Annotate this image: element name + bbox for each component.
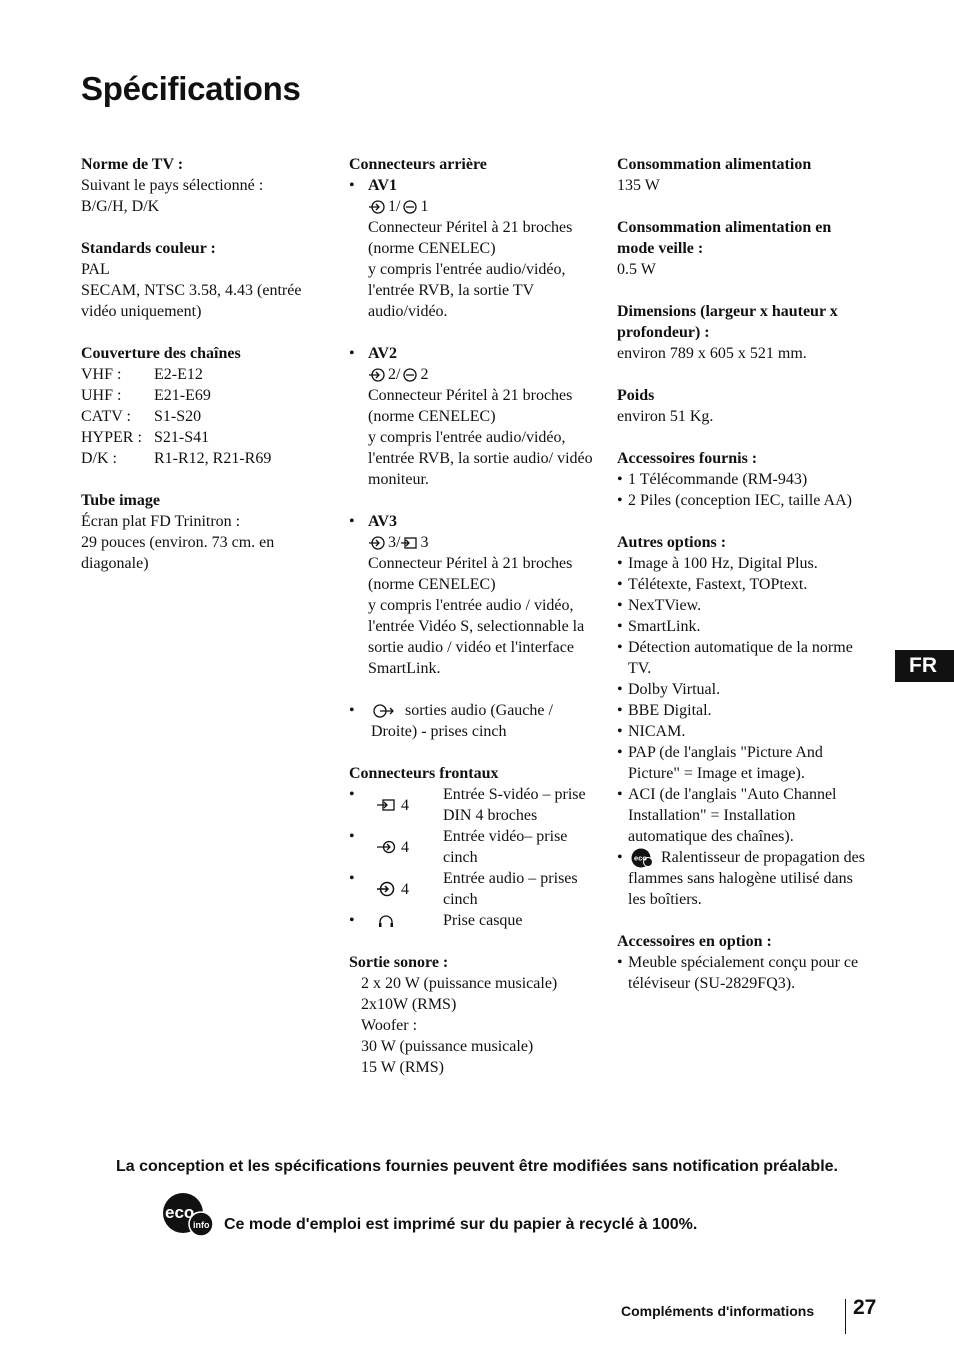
change-notice: La conception et les spécifications fournies peuvent être modifiées sans notification préalable. <box>116 1158 838 1175</box>
power-heading: Consommation alimentation <box>617 156 812 173</box>
color-standards-section <box>81 238 331 322</box>
scart-io-icon <box>400 367 420 383</box>
tv-norm-line: Suivant le pays sélectionné : <box>81 177 264 194</box>
av1-icons <box>368 196 599 217</box>
bullet: • <box>349 345 355 362</box>
bullet: • <box>349 786 355 803</box>
av3-icons <box>368 532 599 553</box>
scart-input-icon <box>368 535 388 551</box>
av3-num-b: 3 <box>420 534 429 551</box>
eco-logo-word: eco <box>165 1203 195 1222</box>
sound-output-section <box>349 952 599 1078</box>
band-label: UHF : <box>81 387 122 404</box>
list-item-text: Dolby Virtual. <box>628 681 721 698</box>
list-item <box>617 700 867 721</box>
list-item <box>617 952 867 994</box>
sound-output-line: Woofer : <box>361 1017 418 1034</box>
list-item <box>617 721 867 742</box>
av2-num-b: 2 <box>420 366 429 383</box>
power-section <box>617 154 867 196</box>
rear-connectors-heading: Connecteurs arrière <box>349 156 487 173</box>
channel-row <box>81 385 331 406</box>
list-item <box>617 469 867 490</box>
footer-section-label: Compléments d'informations <box>621 1303 815 1319</box>
front-connector-text: Entrée audio – prises cinch <box>443 870 578 908</box>
eco-option-text: Ralentisseur de propagation des flammes sans halogène utilisé dans les boîtiers. <box>628 849 865 909</box>
list-item <box>617 574 867 595</box>
picture-tube-section <box>81 490 331 574</box>
av1-item <box>349 175 599 322</box>
front-connector-item <box>349 868 599 910</box>
band-range: S21-S41 <box>154 429 210 446</box>
audio-output-icon <box>371 703 395 719</box>
dimensions-heading: Dimensions (largeur x hauteur x profondeur) : <box>617 303 838 341</box>
sound-output-line: 30 W (puissance musicale) <box>361 1038 534 1055</box>
list-item-text: ACI (de l'anglais "Auto Channel Installation" = Installation automatique des chaînes). <box>628 786 837 845</box>
bullet: • <box>617 849 623 866</box>
page-number: 27 <box>853 1296 877 1319</box>
bullet: • <box>617 492 623 509</box>
band-label: D/K : <box>81 450 117 467</box>
scart-input-icon <box>368 199 388 215</box>
list-item <box>617 553 867 574</box>
channel-coverage-heading: Couverture des chaînes <box>81 345 241 362</box>
power-value: 135 W <box>617 177 660 194</box>
bullet: • <box>349 870 355 887</box>
s-video-input-icon <box>400 535 420 551</box>
av1-line: y compris l'entrée audio/vidéo, l'entrée RVB, la sortie TV audio/vidéo. <box>368 261 566 320</box>
list-item-text <box>628 847 867 910</box>
list-item-text: 2 Piles (conception IEC, taille AA) <box>628 492 852 509</box>
front-connectors-heading: Connecteurs frontaux <box>349 765 499 782</box>
bullet: • <box>349 177 355 194</box>
front-connector-item <box>349 910 599 931</box>
list-item <box>617 637 867 679</box>
bullet: • <box>617 744 623 761</box>
weight-heading: Poids <box>617 387 655 404</box>
list-item-text: NICAM. <box>628 723 686 740</box>
av3-item <box>349 511 599 679</box>
weight-value: environ 51 Kg. <box>617 408 714 425</box>
av2-line: y compris l'entrée audio/vidéo, l'entrée RVB, la sortie audio/ vidéo moniteur. <box>368 429 593 488</box>
list-item-text: NexTView. <box>628 597 702 614</box>
language-tab: FR <box>895 650 954 682</box>
front-num: 4 <box>401 880 409 898</box>
headphones-icon <box>376 913 396 929</box>
footer-divider <box>845 1299 846 1334</box>
standby-value: 0.5 W <box>617 261 656 278</box>
scart-input-icon <box>368 367 388 383</box>
front-connector-text: Prise casque <box>443 912 523 929</box>
list-item-text: BBE Digital. <box>628 702 712 719</box>
audio-out-text: sorties audio (Gauche / Droite) - prises cinch <box>371 702 553 740</box>
band-range: R1-R12, R21-R69 <box>154 450 272 467</box>
band-range: E2-E12 <box>154 366 203 383</box>
list-item <box>617 616 867 637</box>
eco-info-icon <box>631 848 653 868</box>
bullet: • <box>617 576 623 593</box>
av2-item <box>349 343 599 490</box>
picture-tube-line: Écran plat FD Trinitron : <box>81 513 241 530</box>
standby-heading: Consommation alimentation en mode veille : <box>617 219 832 257</box>
standby-section <box>617 217 867 280</box>
front-connector-text: Entrée S-vidéo – prise DIN 4 broches <box>443 786 586 824</box>
band-label: VHF : <box>81 366 122 383</box>
bullet: • <box>617 702 623 719</box>
bullet: • <box>349 828 355 845</box>
bullet: • <box>617 639 623 656</box>
dimensions-value: environ 789 x 605 x 521 mm. <box>617 345 807 362</box>
bullet: • <box>617 723 623 740</box>
picture-tube-line: 29 pouces (environ. 73 cm. en diagonale) <box>81 534 275 572</box>
list-item-text: Détection automatique de la norme TV. <box>628 639 853 677</box>
band-range: E21-E69 <box>154 387 211 404</box>
audio-out-item <box>349 700 599 742</box>
color-standard-line: SECAM, NTSC 3.58, 4.43 (entrée vidéo uniquement) <box>81 282 302 320</box>
list-item-text: Télétexte, Fastext, TOPtext. <box>628 576 808 593</box>
channel-row <box>81 364 331 385</box>
sound-output-line: 15 W (RMS) <box>361 1059 444 1076</box>
list-item-text: Meuble spécialement conçu pour ce téléviseur (SU-2829FQ3). <box>628 954 859 993</box>
list-item <box>617 490 867 511</box>
bullet: • <box>617 555 623 572</box>
bullet: • <box>617 954 623 972</box>
av1-num-b: 1 <box>420 198 429 215</box>
s-video-input-icon <box>376 797 398 813</box>
front-connector-text: Entrée vidéo– prise cinch <box>443 828 568 866</box>
weight-section <box>617 385 867 427</box>
list-item-text: 1 Télécommande (RM-943) <box>628 471 808 488</box>
options-heading: Autres options : <box>617 534 727 551</box>
band-label: HYPER : <box>81 429 142 446</box>
av3-name: AV3 <box>368 513 398 530</box>
front-num: 4 <box>401 838 409 856</box>
column-2 <box>349 154 599 1078</box>
channel-row <box>81 427 331 448</box>
bullet: • <box>349 912 355 929</box>
column-3 <box>617 154 867 994</box>
list-item <box>617 742 867 784</box>
list-item-text: SmartLink. <box>628 618 701 635</box>
channel-row <box>81 406 331 427</box>
tv-norm-heading: Norme de TV : <box>81 156 184 173</box>
sound-output-line: 2 x 20 W (puissance musicale) <box>361 975 558 992</box>
bullet: • <box>617 597 623 614</box>
av2-name: AV2 <box>368 345 398 362</box>
front-connectors-section <box>349 763 599 931</box>
picture-tube-heading: Tube image <box>81 492 160 509</box>
channel-row <box>81 448 331 469</box>
sound-output-heading: Sortie sonore : <box>349 954 449 971</box>
bullet: • <box>349 513 355 530</box>
list-item <box>617 679 867 700</box>
tv-norm-line: B/G/H, D/K <box>81 198 160 215</box>
front-connector-item <box>349 826 599 868</box>
bullet: • <box>617 471 623 488</box>
audio-input-icon <box>376 881 398 897</box>
accessories-heading: Accessoires fournis : <box>617 450 758 467</box>
av2-icons <box>368 364 599 385</box>
av3-line: Connecteur Péritel à 21 broches (norme CENELEC) <box>368 555 573 593</box>
tv-norm-section <box>81 154 331 217</box>
scart-io-icon <box>400 199 420 215</box>
svg-text:eco: eco <box>634 853 647 863</box>
front-num: 4 <box>401 796 409 814</box>
sound-output-line: 2x10W (RMS) <box>361 996 457 1013</box>
bullet: • <box>617 681 623 698</box>
av2-num-a: 2/ <box>388 366 401 383</box>
av3-line: y compris l'entrée audio / vidéo, l'entrée Vidéo S, selectionnable la sortie audio / vidéo et l'interface SmartLink. <box>368 597 585 677</box>
recycled-paper-note: Ce mode d'emploi est imprimé sur du papier à recyclé à 100%. <box>224 1216 698 1233</box>
band-range: S1-S20 <box>154 408 202 425</box>
av1-name: AV1 <box>368 177 398 194</box>
optional-accessories-heading: Accessoires en option : <box>617 933 772 951</box>
optional-accessories-section <box>617 931 867 994</box>
eco-logo-sub: info <box>193 1220 210 1230</box>
color-standards-heading: Standards couleur : <box>81 240 216 257</box>
av2-line: Connecteur Péritel à 21 broches (norme CENELEC) <box>368 387 573 425</box>
list-item <box>617 784 867 847</box>
video-input-icon <box>376 839 398 855</box>
bullet: • <box>617 786 623 803</box>
av3-num-a: 3/ <box>388 534 401 551</box>
column-1 <box>81 154 331 595</box>
list-item-text: PAP (de l'anglais "Picture And Picture" = Image et image). <box>628 744 823 782</box>
list-item <box>617 847 867 910</box>
list-item-text: Image à 100 Hz, Digital Plus. <box>628 555 818 572</box>
channel-coverage-section <box>81 343 331 469</box>
bullet: • <box>617 618 623 635</box>
front-connector-item <box>349 784 599 826</box>
accessories-section <box>617 448 867 511</box>
list-item <box>617 595 867 616</box>
color-standard-line: PAL <box>81 261 110 278</box>
eco-info-logo <box>162 1193 216 1242</box>
av1-line: Connecteur Péritel à 21 broches (norme CENELEC) <box>368 219 573 257</box>
options-section <box>617 532 867 910</box>
band-label: CATV : <box>81 408 131 425</box>
av1-num-a: 1/ <box>388 198 401 215</box>
page-title: Spécifications <box>81 70 301 107</box>
dimensions-section <box>617 301 867 364</box>
rear-connectors-section <box>349 154 599 742</box>
bullet: • <box>349 702 355 719</box>
